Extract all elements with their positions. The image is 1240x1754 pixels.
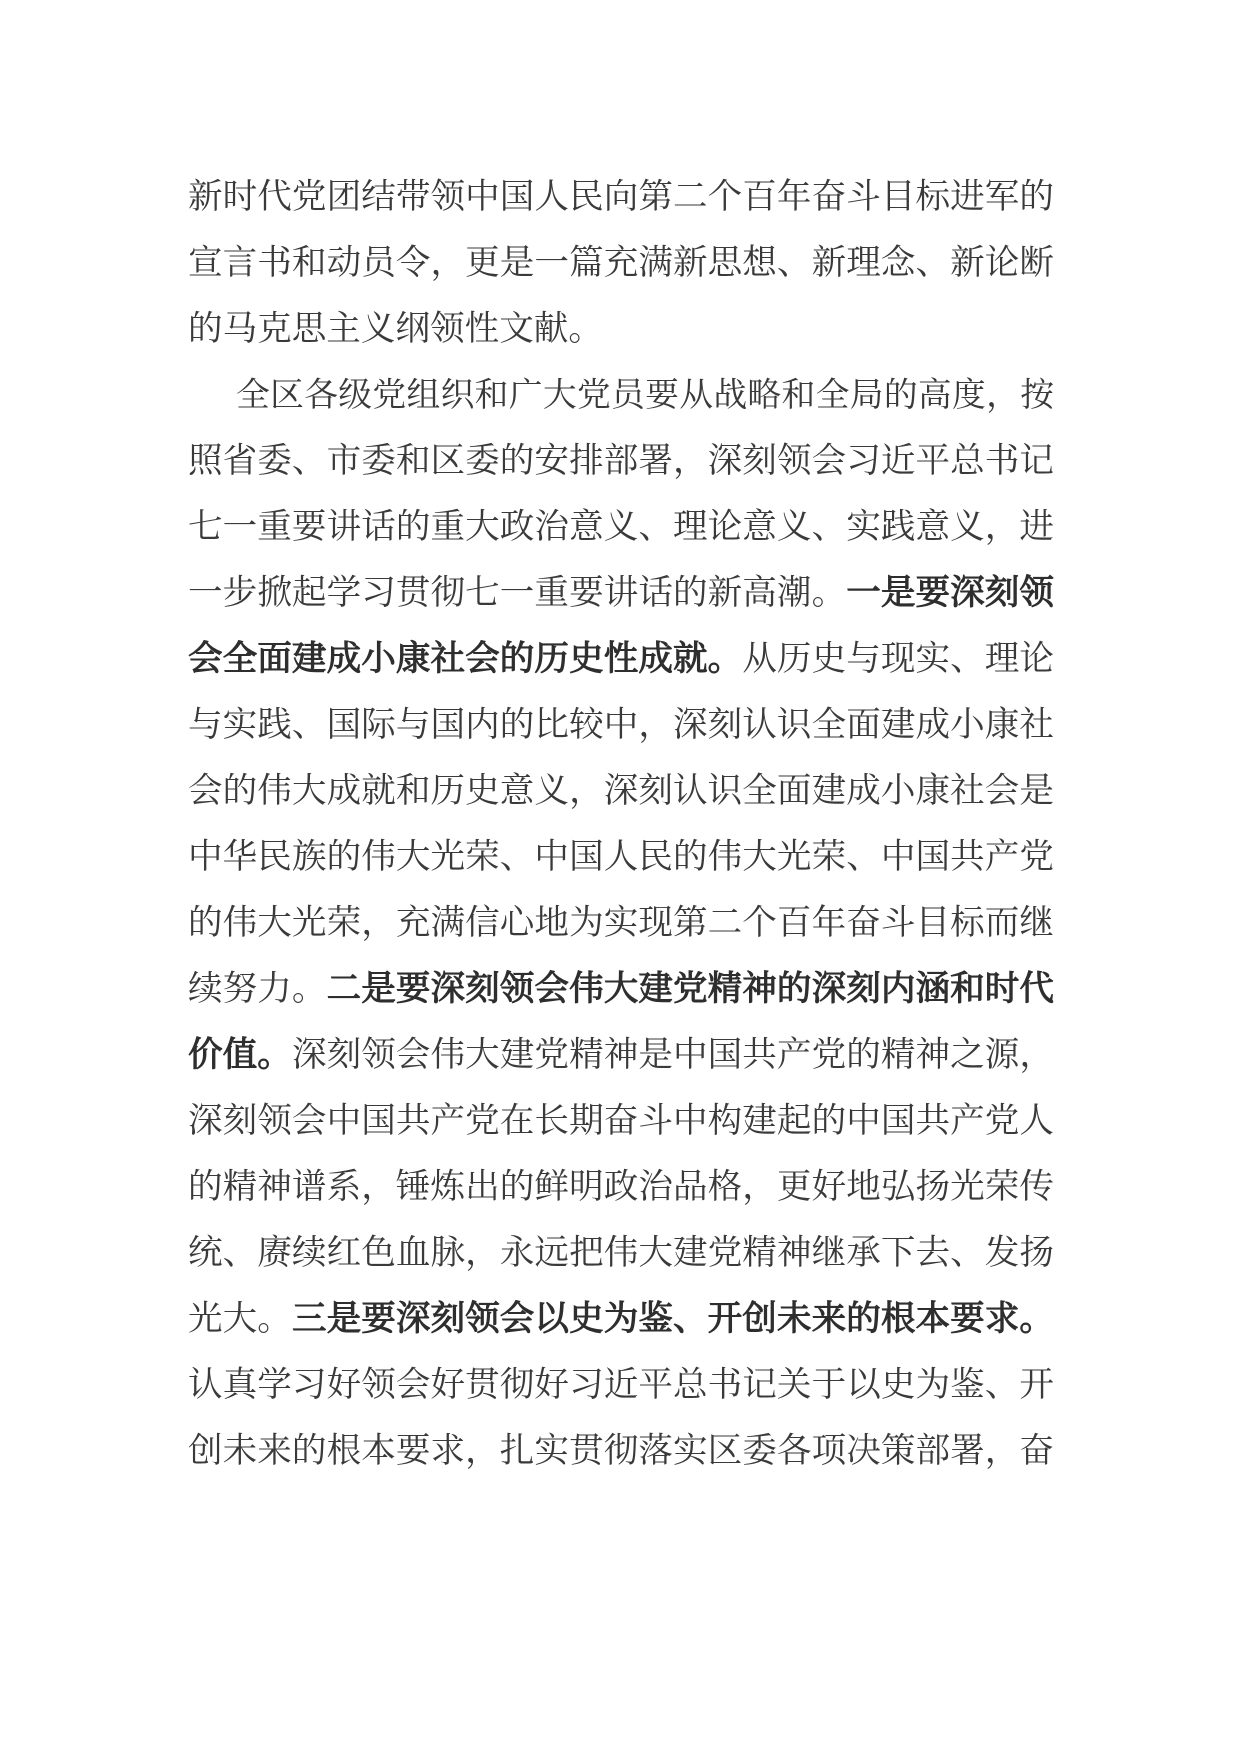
- line-3-text: 的马克思主义纲领性文献。: [188, 309, 603, 349]
- line-13-text: 续努力。: [188, 969, 327, 1009]
- line-2-text: 宣言书和动员令，更是一篇充满新思想、新理念、新论断: [188, 243, 1054, 283]
- text-line-9: [188, 692, 1054, 758]
- line-6-text: 七一重要讲话的重大政治意义、理论意义、实践意义，进: [188, 507, 1054, 547]
- text-line-5: [188, 428, 1054, 494]
- line-17-text: 统、赓续红色血脉，永远把伟大建党精神继承下去、发扬: [188, 1233, 1054, 1273]
- line-20-text: 创未来的根本要求，扎实贯彻落实区委各项决策部署，奋: [188, 1431, 1054, 1471]
- line-9-text: 与实践、国际与国内的比较中，深刻认识全面建成小康社: [188, 705, 1054, 745]
- line-1-text: 新时代党团结带领中国人民向第二个百年奋斗目标进军的: [188, 177, 1054, 217]
- line-14-text: 深刻领会伟大建党精神是中国共产党的精神之源，: [291, 1035, 1054, 1075]
- text-line-12: [188, 890, 1054, 956]
- text-line-18: [188, 1286, 1054, 1352]
- line-8-bold-heading: 会全面建成小康社会的历史性成就。: [188, 639, 743, 679]
- line-18-text: 光大。: [188, 1299, 292, 1339]
- line-12-text: 的伟大光荣，充满信心地为实现第二个百年奋斗目标而继: [188, 903, 1054, 943]
- text-line-7: [188, 560, 1054, 626]
- line-15-text: 深刻领会中国共产党在长期奋斗中构建起的中国共产党人: [188, 1101, 1054, 1141]
- line-4-text: 全区各级党组织和广大党员要从战略和全局的高度，按: [236, 375, 1054, 414]
- text-line-14: [188, 1022, 1054, 1088]
- line-7-bold-heading: 一是要深刻领: [846, 573, 1054, 613]
- line-11-text: 中华民族的伟大光荣、中国人民的伟大光荣、中国共产党: [188, 837, 1054, 877]
- text-line-4: [236, 362, 1054, 428]
- text-line-8: [188, 626, 1054, 692]
- text-line-13: [188, 956, 1054, 1022]
- line-13-bold-heading: 二是要深刻领会伟大建党精神的深刻内涵和时代: [326, 969, 1054, 1009]
- line-19-text: 认真学习好领会好贯彻好习近平总书记关于以史为鉴、开: [188, 1365, 1054, 1405]
- line-18-bold-heading: 三是要深刻领会以史为鉴、开创未来的根本要求。: [291, 1299, 1054, 1339]
- text-line-1: [188, 164, 1054, 230]
- line-7-text: 一步掀起学习贯彻七一重要讲话的新高潮。: [188, 573, 847, 613]
- text-line-3: [188, 296, 1054, 362]
- line-5-text: 照省委、市委和区委的安排部署，深刻领会习近平总书记: [188, 441, 1054, 481]
- text-line-20: [188, 1418, 1054, 1484]
- line-10-text: 会的伟大成就和历史意义，深刻认识全面建成小康社会是: [188, 771, 1054, 811]
- line-8-text: 从历史与现实、理论: [742, 639, 1054, 679]
- text-line-15: [188, 1088, 1054, 1154]
- line-14-bold-heading: 价值。: [188, 1035, 292, 1075]
- text-line-11: [188, 824, 1054, 890]
- text-line-6: [188, 494, 1054, 560]
- line-16-text: 的精神谱系，锤炼出的鲜明政治品格，更好地弘扬光荣传: [188, 1167, 1054, 1207]
- text-line-10: [188, 758, 1054, 824]
- text-line-17: [188, 1220, 1054, 1286]
- text-line-16: [188, 1154, 1054, 1220]
- text-line-19: [188, 1352, 1054, 1418]
- text-line-2: [188, 230, 1054, 296]
